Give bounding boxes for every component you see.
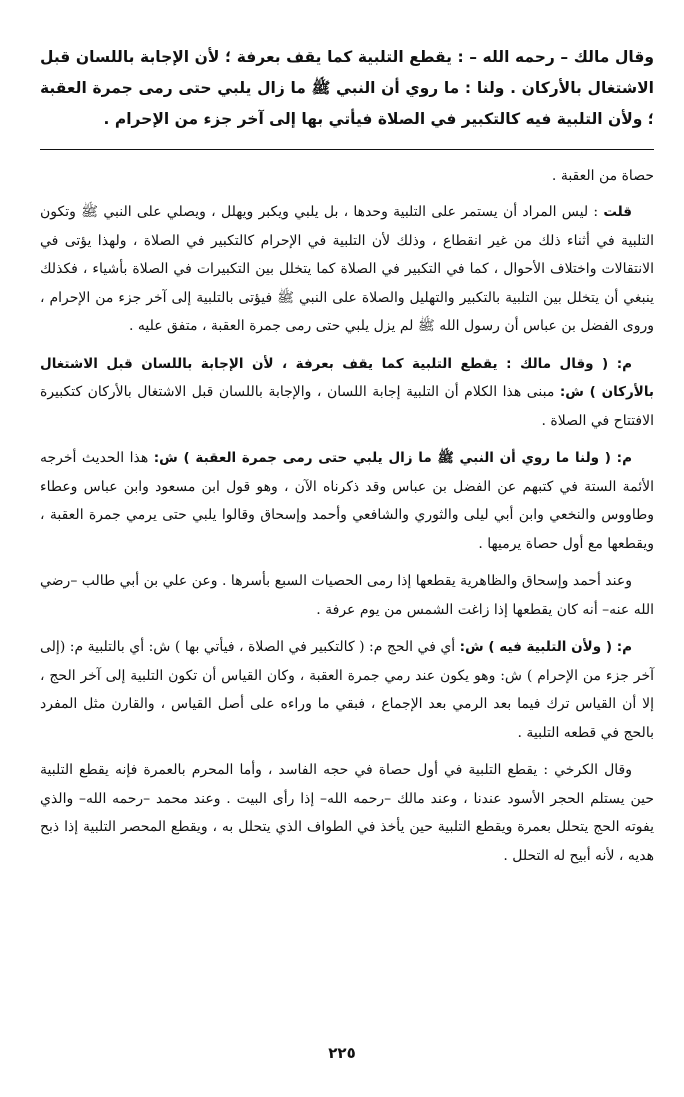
paragraph-text: وعند أحمد وإسحاق والظاهرية يقطعها إذا رمى الحصيات السبع بأسرها . وعن علي بن أبي طالب –رضي الله عنه– أنه كان يقطعها إذا زاغت الشمس من يوم عرفة . [40,573,654,618]
sharh-paragraph [40,350,654,436]
paragraph-text: مبنى هذا الكلام أن التلبية إجابة اللسان ، والإجابة باللسان قبل الاشتغال بالأركان كتكبيرة الافتتاح في الصلاة . [40,384,654,429]
page-body [40,42,654,879]
paragraph-lead: قلت [603,204,632,220]
separator-rule [40,149,654,150]
sharh-paragraph [40,756,654,870]
paragraph-text: : ليس المراد أن يستمر على التلبية وحدها ، بل يلبي ويكبر ويهلل ، ويصلي على النبي ﷺ وتكون التلبية في أثناء ذلك من غير انقطاع ، وذلك لأن التلبية في الإحرام كالتكبير في الصلاة ، ولهذا يؤتى في الانتقالات واختلاف الأحوال ، كما في التكبير في الصلاة كما يتخلل بين التكبيرات في الصلاة بأشياء ، فكذلك ينبغي أن يتخلل بين التلبية بالتكبير والتهليل والصلاة على النبي ﷺ فيؤتى بالتلبية إلى آخر جزء من الإحرام ، وروى الفضل بن عباس أن رسول الله ﷺ لم يزل يلبي حتى رمى جمرة العقبة ، متفق عليه . [40,204,655,334]
paragraph-text: وقال الكرخي : يقطع التلبية في أول حصاة في حجه الفاسد ، وأما المحرم بالعمرة فإنه يقطع التلبية حين يستلم الحجر الأسود عندنا ، وعند مالك –رحمه الله– إذا رأى البيت . وعند محمد –رحمه الله– والذي يفوته الحج يتحلل بعمرة ويقطع التلبية حين يأخذ في الطواف الذي يتحلل به ، ويقطع المحصر التلبية إذا ذبح هديه ، لأنه أبيح له التحلل . [40,762,654,864]
paragraph-text: هذا الحديث أخرجه الأئمة الستة في كتبهم عن الفضل بن عباس وقد ذكرناه الآن ، وهو قول ابن مسعود وابن عباس وعطاء وطاووس والنخعي وابن أبي ليلى والثوري والشافعي وأحمد وإسحاق وقالوا يلبي حتى يرمي جمرة العقبة ، ويقطعها مع أول حصاة يرميها . [40,450,654,552]
sharh-first-line: حصاة من العقبة . [551,168,654,184]
paragraph-lead: م: ( ولنا ما روي أن النبي ﷺ ما زال يلبي حتى رمى جمرة العقبة ) ش: [153,450,632,466]
paragraph-lead: م: ( وقال مالك : يقطع التلبية كما يقف بعرفة ، لأن الإجابة باللسان قبل الاشتغال بالأركان ) ش: [40,355,654,400]
sharh-paragraph [40,444,654,558]
sharh-paragraph [40,567,654,624]
sharh-paragraph [40,198,654,341]
sharh-paragraph [40,633,654,747]
paragraph-lead: م: ( ولأن التلبية فيه ) ش: [459,639,632,655]
matn-text: وقال مالك – رحمه الله – : يقطع التلبية كما يقف بعرفة ؛ لأن الإجابة باللسان قبل الاشتغال بالأركان . ولنا : ما روي أن النبي ﷺ ما زال يلبي حتى رمى جمرة العقبة ؛ ولأن التلبية فيه كالتكبير في الصلاة فيأتي بها إلى آخر جزء من الإحرام . [40,48,654,128]
page-number: ٢٢٥ [328,1044,356,1062]
paragraph-text: أي في الحج م: ( كالتكبير في الصلاة ، فيأتي بها ) ش: أي بالتلبية م: (إلى آخر جزء من الإحرام ) ش: وهو يكون عند رمي جمرة العقبة ، وكان القياس أن تكون التلبية إلى آخر الحج ، إلا أن القياس ترك فيما بعد الرمي بعد الإجماع ، فبقي ما وراءه على أصل القياس ، والقارن مثل المفرد بالحج في قطعه التلبية . [40,639,654,741]
